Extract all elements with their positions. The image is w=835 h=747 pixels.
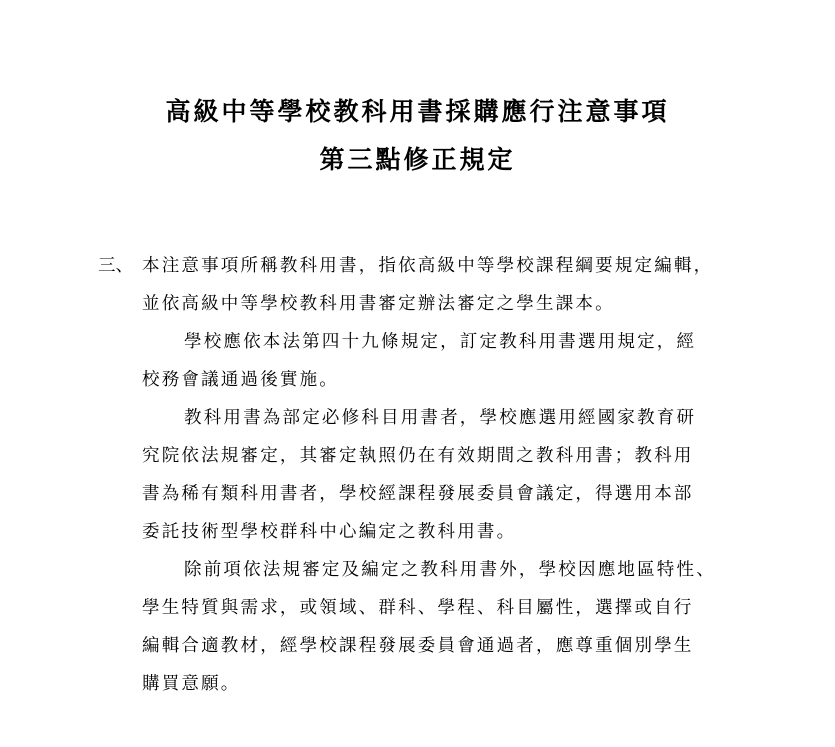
paragraph-line: 校務會議通過後實施。 <box>142 370 339 390</box>
paragraph-line: 編輯合適教材，經學校課程發展委員會通過者，應尊重個別學生 <box>142 636 694 656</box>
paragraph-line: 除前項依法規審定及編定之教科用書外，學校因應地區特性、 <box>184 560 716 580</box>
paragraph-line: 本注意事項所稱教科用書，指依高級中等學校課程綱要規定編輯， <box>142 256 714 276</box>
paragraph-line: 教科用書為部定必修科目用書者，學校應選用經國家教育研 <box>184 408 697 428</box>
paragraph-line: 購買意願。 <box>142 674 241 694</box>
document-title: 高級中等學校教科用書採購應行注意事項 <box>165 97 670 126</box>
paragraph-line: 學生特質與需求，或領域、群科、學程、科目屬性，選擇或自行 <box>142 598 694 618</box>
item-number: 三、 <box>98 256 133 276</box>
document-subtitle: 第三點修正規定 <box>319 145 516 174</box>
paragraph-line: 委託技術型學校群科中心編定之教科用書。 <box>142 522 517 542</box>
paragraph-line: 學校應依本法第四十九條規定，訂定教科用書選用規定，經 <box>184 332 697 352</box>
paragraph-line: 並依高級中等學校教科用書審定辦法審定之學生課本。 <box>142 294 615 314</box>
paragraph-line: 書為稀有類科用書者，學校經課程發展委員會議定，得選用本部 <box>142 484 694 504</box>
paragraph-line: 究院依法規審定，其審定執照仍在有效期間之教科用書；教科用 <box>142 446 694 466</box>
